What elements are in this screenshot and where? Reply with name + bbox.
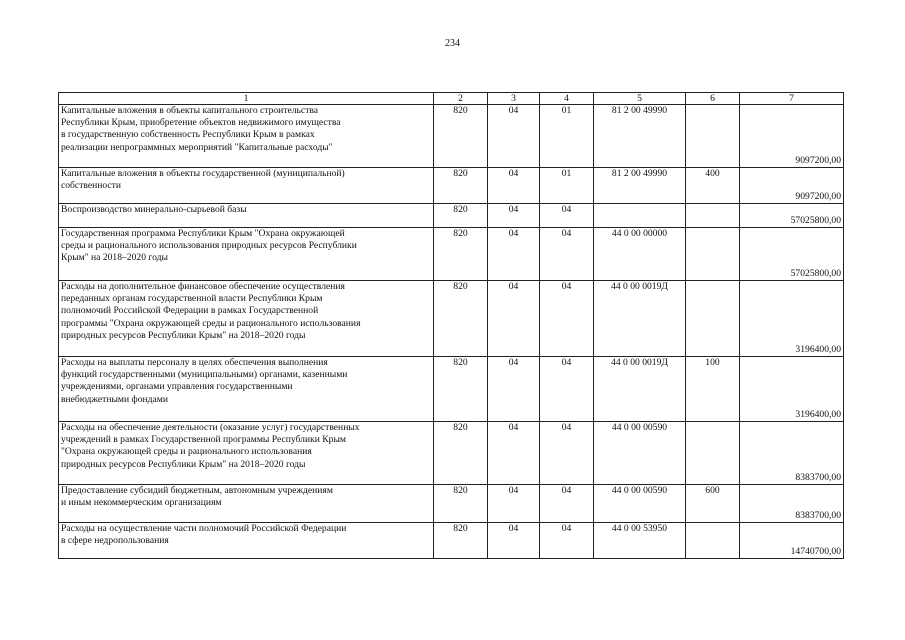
cell-c3: 04 xyxy=(488,357,540,422)
cell-c6: 600 xyxy=(686,485,740,523)
description-line: функций государственными (муниципальными) органами, казенными xyxy=(61,369,348,381)
table-row xyxy=(59,357,844,422)
cell-c6 xyxy=(686,422,740,485)
cell-c3: 04 xyxy=(488,485,540,523)
row-description xyxy=(59,228,434,281)
cell-c2: 820 xyxy=(434,204,488,228)
row-description xyxy=(59,422,434,485)
table-row xyxy=(59,523,844,559)
description-line: в сфере недропользования xyxy=(61,535,169,547)
description-line: Расходы на дополнительное финансовое обеспечение осуществления xyxy=(61,281,345,292)
cell-c4: 04 xyxy=(540,228,594,281)
description-line: Республики Крым, приобретение объектов недвижимого имущества xyxy=(61,117,341,129)
budget-table xyxy=(58,92,844,559)
cell-c7: 57025800,00 xyxy=(740,204,844,228)
cell-c2: 820 xyxy=(434,168,488,204)
cell-c7: 8383700,00 xyxy=(740,422,844,485)
column-header: 3 xyxy=(488,93,540,105)
cell-c4: 04 xyxy=(540,357,594,422)
description-line: Государственная программа Республики Крым "Охрана окружающей xyxy=(61,228,345,239)
column-header: 6 xyxy=(686,93,740,105)
row-description xyxy=(59,485,434,523)
cell-c3: 04 xyxy=(488,281,540,357)
cell-c6 xyxy=(686,204,740,228)
table-row xyxy=(59,422,844,485)
cell-c7: 9097200,00 xyxy=(740,168,844,204)
description-line: Капитальные вложения в объекты государственной (муниципальной) xyxy=(61,168,345,179)
cell-c7: 8383700,00 xyxy=(740,485,844,523)
cell-c4: 04 xyxy=(540,485,594,523)
description-line: учреждениями, органами управления государственными xyxy=(61,381,293,393)
table-header-row xyxy=(59,93,844,105)
cell-c5: 44 0 00 00590 xyxy=(594,485,686,523)
cell-c2: 820 xyxy=(434,357,488,422)
cell-c4: 04 xyxy=(540,422,594,485)
cell-c7: 3196400,00 xyxy=(740,357,844,422)
cell-c6 xyxy=(686,281,740,357)
cell-c4: 04 xyxy=(540,204,594,228)
description-line: Расходы на осуществление части полномочий Российской Федерации xyxy=(61,523,347,534)
description-line: программы "Охрана окружающей среды и рационального использования xyxy=(61,317,361,329)
cell-c5: 81 2 00 49990 xyxy=(594,168,686,204)
description-line: и иным некоммерческим организациям xyxy=(61,497,222,509)
cell-c6: 400 xyxy=(686,168,740,204)
cell-c3: 04 xyxy=(488,168,540,204)
cell-c3: 04 xyxy=(488,204,540,228)
row-description xyxy=(59,281,434,357)
cell-c6 xyxy=(686,228,740,281)
description-line: Расходы на обеспечение деятельности (оказание услуг) государственных xyxy=(61,422,360,433)
cell-c2: 820 xyxy=(434,523,488,559)
table-row xyxy=(59,228,844,281)
description-line: полномочий Российской Федерации в рамках Государственной xyxy=(61,305,319,317)
row-description xyxy=(59,523,434,559)
cell-c4: 04 xyxy=(540,281,594,357)
description-line: природных ресурсов Республики Крым" на 2018–2020 годы xyxy=(61,329,306,341)
column-header: 5 xyxy=(594,93,686,105)
cell-c2: 820 xyxy=(434,105,488,168)
cell-c5: 44 0 00 53950 xyxy=(594,523,686,559)
description-line: "Охрана окружающей среды и рационального использования xyxy=(61,446,312,458)
description-line: Воспроизводство минерально-сырьевой базы xyxy=(61,204,247,215)
cell-c4: 01 xyxy=(540,168,594,204)
cell-c5: 44 0 00 0019Д xyxy=(594,357,686,422)
cell-c5: 44 0 00 00590 xyxy=(594,422,686,485)
cell-c7: 9097200,00 xyxy=(740,105,844,168)
table-row xyxy=(59,105,844,168)
cell-c5: 81 2 00 49990 xyxy=(594,105,686,168)
description-line: переданных органам государственной власти Республики Крым xyxy=(61,293,323,305)
cell-c3: 04 xyxy=(488,228,540,281)
description-line: Предоставление субсидий бюджетным, автономным учреждениям xyxy=(61,485,333,496)
description-line: среды и рационального использования природных ресурсов Республики xyxy=(61,240,357,252)
cell-c5: 44 0 00 0019Д xyxy=(594,281,686,357)
description-line: Крым" на 2018–2020 годы xyxy=(61,252,168,264)
row-description xyxy=(59,105,434,168)
cell-c7: 3196400,00 xyxy=(740,281,844,357)
description-line: реализации непрограммных мероприятий "Капитальные расходы" xyxy=(61,141,333,153)
description-line: учреждений в рамках Государственной программы Республики Крым xyxy=(61,434,346,446)
row-description xyxy=(59,168,434,204)
cell-c3: 04 xyxy=(488,422,540,485)
description-line: Капитальные вложения в объекты капитального строительства xyxy=(61,105,319,116)
row-description xyxy=(59,204,434,228)
cell-c7: 57025800,00 xyxy=(740,228,844,281)
cell-c3: 04 xyxy=(488,523,540,559)
column-header: 1 xyxy=(59,93,434,105)
cell-c7: 14740700,00 xyxy=(740,523,844,559)
column-header: 2 xyxy=(434,93,488,105)
cell-c5 xyxy=(594,204,686,228)
table-row xyxy=(59,204,844,228)
table-row xyxy=(59,281,844,357)
cell-c2: 820 xyxy=(434,281,488,357)
column-header: 4 xyxy=(540,93,594,105)
cell-c6 xyxy=(686,523,740,559)
description-line: природных ресурсов Республики Крым" на 2018–2020 годы xyxy=(61,458,306,470)
table-body xyxy=(59,105,844,559)
cell-c2: 820 xyxy=(434,228,488,281)
cell-c4: 04 xyxy=(540,523,594,559)
page-number: 234 xyxy=(445,38,460,49)
description-line: Расходы на выплаты персоналу в целях обеспечения выполнения xyxy=(61,357,328,368)
table-row xyxy=(59,168,844,204)
cell-c2: 820 xyxy=(434,485,488,523)
cell-c6: 100 xyxy=(686,357,740,422)
description-line: собственности xyxy=(61,180,122,192)
cell-c3: 04 xyxy=(488,105,540,168)
table-row xyxy=(59,485,844,523)
column-header: 7 xyxy=(740,93,844,105)
description-line: в государственную собственность Республики Крым в рамках xyxy=(61,129,315,141)
cell-c4: 01 xyxy=(540,105,594,168)
description-line: внебюджетными фондами xyxy=(61,393,168,405)
row-description xyxy=(59,357,434,422)
cell-c2: 820 xyxy=(434,422,488,485)
cell-c5: 44 0 00 00000 xyxy=(594,228,686,281)
cell-c6 xyxy=(686,105,740,168)
